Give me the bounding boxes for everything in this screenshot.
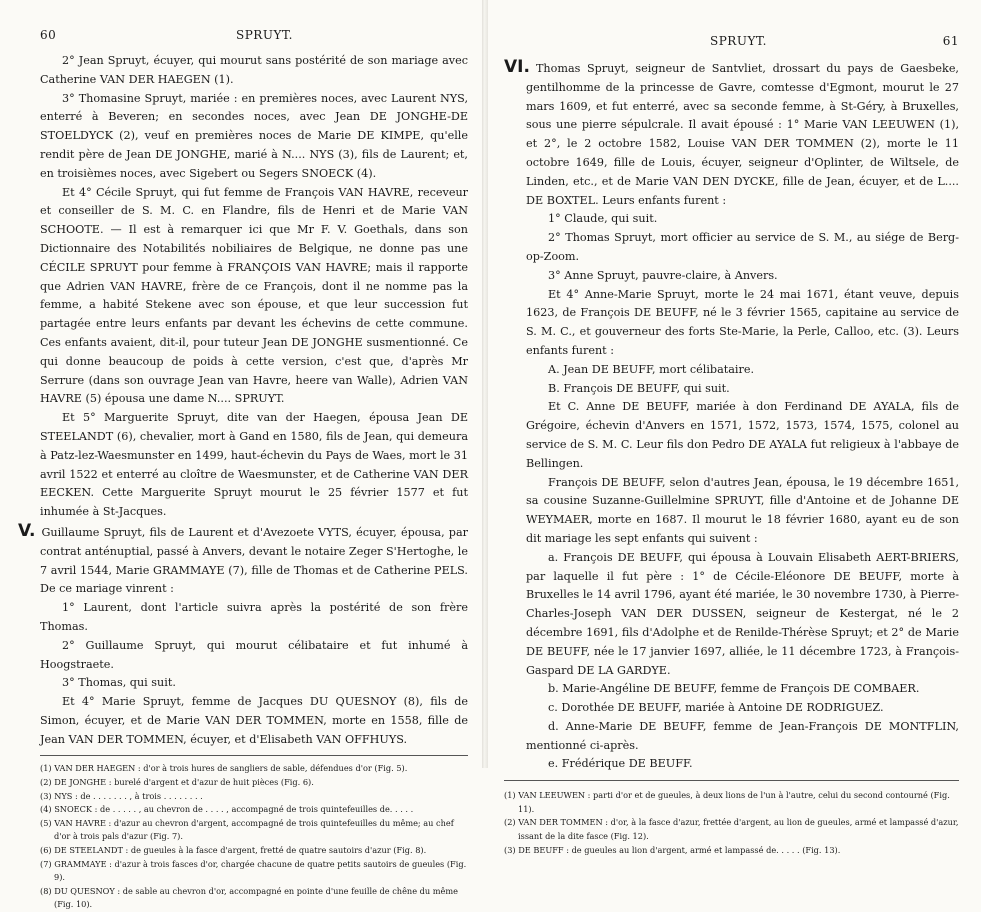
left-page-header xyxy=(40,28,468,46)
paragraph: Et 4° Anne-Marie Spruyt, morte le 24 mai 1671, étant veuve, depuis 1623, de François DE BEUFF, né le 3 février 1565, capitaine au service de S. M. C., et gouverneur des forts Ste-Marie, la Perle, Calloo, etc. (3). Leurs enfants furent : xyxy=(526,287,959,357)
left-page xyxy=(0,0,482,910)
footnote: (4) SNOECK : de . . . . . , au chevron de . . . . , accompagné de trois quintefeuilles de. . . . . xyxy=(40,804,414,815)
footnote: (5) VAN HAVRE : d'azur au chevron d'argent, accompagné de trois quintefeuilles du même; au chef d'or à trois pals d'azur (Fig. 7). xyxy=(40,817,454,842)
list-item: d. Anne-Marie DE BEUFF, femme de Jean-François DE MONTFLIN, mentionné ci-après. xyxy=(526,719,959,752)
footnote: (6) DE STEELANDT : de gueules à la fasce d'argent, fretté de quatre sautoirs d'azur (Fig. 8). xyxy=(40,845,427,856)
footnote-divider xyxy=(504,780,959,781)
footnote: (7) GRAMMAYE : d'azur à trois fasces d'or, chargée chacune de quatre petits sautoirs de gueules (Fig. 9). xyxy=(40,858,467,883)
list-item: 2° Guillaume Spruyt, qui mourut célibataire et fut inhumé à Hoogstraete. xyxy=(40,638,468,671)
left-page-body xyxy=(18,52,468,749)
list-item: e. Frédérique DE BEUFF. xyxy=(548,757,693,771)
paragraph: 2° Jean Spruyt, écuyer, qui mourut sans postérité de son mariage avec Catherine VAN DER HAEGEN (1). xyxy=(40,54,468,86)
section-text: Guillaume Spruyt, fils de Laurent et d'Avezoete VYTS, écuyer, épousa, par contrat anténuptial, passé à Anvers, devant le notaire Zeger S'Hertoghe, le 7 avril 1544, Marie GRAMMAYE (7), fille de Thomas et de Catherine PELS. De ce mariage vinrent : xyxy=(40,525,468,596)
right-page-body xyxy=(504,58,959,774)
running-title: SPRUYT. xyxy=(710,34,767,48)
footnote: (3) DE BEUFF : de gueules au lion d'argent, armé et lampassé de. . . . . (Fig. 13). xyxy=(504,844,841,855)
footnote-divider xyxy=(40,755,468,756)
running-title: SPRUYT. xyxy=(236,28,293,42)
right-page-header xyxy=(504,34,959,52)
paragraph: François DE BEUFF, selon d'autres Jean, épousa, le 19 décembre 1651, sa cousine Suzanne-Guillelmine SPRUYT, fille d'Antoine et de Johanne DE WEYMAER, morte en 1687. Il mourut le 18 février 1680, ayant eu de son dit mariage les sept enfants qui suivent : xyxy=(526,475,959,545)
section-vi xyxy=(504,57,959,210)
footnote: (8) DU QUESNOY : de sable au chevron d'or, accompagné en pointe d'une feuille de chêne du même (Fig. 10). xyxy=(40,885,458,910)
footnote: (2) DE JONGHE : burelé d'argent et d'azur de huit pièces (Fig. 6). xyxy=(40,777,314,788)
list-item: Et C. Anne DE BEUFF, mariée à don Ferdinand DE AYALA, fils de Grégoire, échevin d'Anvers en 1571, 1572, 1573, 1574, 1575, colonel au service de S. M. C. Leur fils don Pedro DE AYALA fut religieux à l'abbaye de Bellingen. xyxy=(526,400,959,470)
section-numeral: V. xyxy=(18,520,36,541)
list-item: 3° Thomas, qui suit. xyxy=(62,676,176,690)
footnotes xyxy=(504,789,959,857)
paragraph: 2° Thomas Spruyt, mort officier au service de S. M., au siége de Berg-op-Zoom. xyxy=(526,231,959,263)
list-item: b. Marie-Angéline DE BEUFF, femme de François DE COMBAER. xyxy=(548,682,920,696)
footnotes xyxy=(40,762,468,912)
list-item: Et 4° Marie Spruyt, femme de Jacques DU QUESNOY (8), fils de Simon, écuyer, et de Marie VAN DER TOMMEN, morte en 1558, fille de Jean VAN DER TOMMEN, écuyer, et d'Elisabeth VAN OFFHUYS. xyxy=(40,695,468,746)
paragraph: 3° Thomasine Spruyt, mariée : en premières noces, avec Laurent NYS, enterré à Beveren; en secondes noces, avec Jean DE JONGHE-DE STOELDYCK (2), veuf en premières noces de Marie DE KIMPE, qu'elle rendit père de Jean DE JONGHE, marié à N.... NYS (3), fils de Laurent; et, en troisièmes noces, avec Sigebert ou Segers SNOECK (4). xyxy=(40,91,468,180)
list-item: A. Jean DE BEUFF, mort célibataire. xyxy=(548,362,755,376)
section-text: Thomas Spruyt, seigneur de Santvliet, drossart du pays de Gaesbeke, gentilhomme de la princesse de Gavre, comtesse d'Egmont, mourut le 27 mars 1609, et fut enterré, avec sa seconde femme, à St-Géry, à Bruxelles, sous une pierre sépulcrale. Il avait épousé : 1° Marie VAN LEEUWEN (1), et 2°, le 2 octobre 1582, Louise VAN DER TOMMEN (2), morte le 11 octobre 1649, fille de Louis, écuyer, seigneur d'Oplinter, de Wiltsele, de Linden, etc., et de Marie VAN DEN DYCKE, fille de Jean, écuyer, et de L.... DE BOXTEL. Leurs enfants furent : xyxy=(526,62,959,207)
paragraph: 3° Anne Spruyt, pauvre-claire, à Anvers. xyxy=(548,268,778,282)
paragraph: Et 4° Cécile Spruyt, qui fut femme de François VAN HAVRE, receveur et conseiller de S. M. C. en Flandre, fils de Henri et de Marie VAN SCHOOTE. — Il est à remarquer ici que Mr F. V. Goethals, dans son Dictionnaire des Notabilités nobiliaires de Belgique, ne donne pas une CÉCILE SPRUYT pour femme à FRANÇOIS VAN HAVRE; mais il rapporte que Adrien VAN HAVRE, frère de ce François, dont il ne nomme pas la femme, a habité Stekene avec son épouse, et que leur succession fut partagée entre leurs enfants par devant les échevins de cette commune. Ces enfants avaient, dit-il, pour tuteur Jean DE JONGHE susmentionné. Ce qui donne beaucoup de poids à cette version, c'est que, d'après Mr Serrure (dans son ouvrage Jean van Havre, heere van Walle), Adrien VAN HAVRE (5) épousa une dame N.... SPRUYT. xyxy=(40,185,468,406)
page-number: 61 xyxy=(942,34,959,48)
list-item: 1° Laurent, dont l'article suivra après la postérité de son frère Thomas. xyxy=(40,601,468,633)
section-numeral: VI. xyxy=(504,57,530,77)
footnote: (3) NYS : de . . . . . . . , à trois . . . . . . . . xyxy=(40,790,203,801)
list-item: c. Dorothée DE BEUFF, mariée à Antoine DE RODRIGUEZ. xyxy=(548,701,884,715)
paragraph: Et 5° Marguerite Spruyt, dite van der Haegen, épousa Jean DE STEELANDT (6), chevalier, mort à Gand en 1580, fils de Jean, qui demeura à Patz-lez-Waesmunster en 1499, haut-échevin du Pays de Waes, mort le 31 avril 1522 et enterré au cloître de Waesmunster, et de Catherine VAN DER EECKEN. Cette Marguerite Spruyt mourut le 25 février 1577 et fut inhumée à St-Jacques. xyxy=(40,411,468,519)
footnote: (1) VAN DER HAEGEN : d'or à trois hures de sangliers de sable, défendues d'or (Fig. 5). xyxy=(40,763,408,774)
list-item: a. François DE BEUFF, qui épousa à Louvain Elisabeth AERT-BRIERS, par laquelle il fut père : 1° de Cécile-Eléonore DE BEUFF, morte à Bruxelles le 14 avril 1796, ayant été mariée, le 30 novembre 1730, à Pierre-Charles-Joseph VAN DER DUSSEN, seigneur de Kestergat, né le 2 décembre 1691, fils d'Adolphe et de Renilde-Thérèse Spruyt; et 2° de Marie DE BEUFF, née le 17 janvier 1697, alliée, le 11 décembre 1723, à François-Gaspard DE LA GARDYE. xyxy=(526,550,959,677)
footnote: (2) VAN DER TOMMEN : d'or, à la fasce d'azur, frettée d'argent, au lion de gueules, armé et lampassé d'azur, issant de la dite fasce (Fig. 12). xyxy=(504,817,959,842)
section-v xyxy=(18,520,468,599)
right-page xyxy=(488,0,981,855)
page-number: 60 xyxy=(40,28,57,42)
footnote: (1) VAN LEEUWEN : parti d'or et de gueules, à deux lions de l'un à l'autre, celui du second contourné (Fig. 11). xyxy=(504,790,950,814)
paragraph: 1° Claude, qui suit. xyxy=(548,212,658,226)
list-item: B. François DE BEUFF, qui suit. xyxy=(548,381,730,395)
